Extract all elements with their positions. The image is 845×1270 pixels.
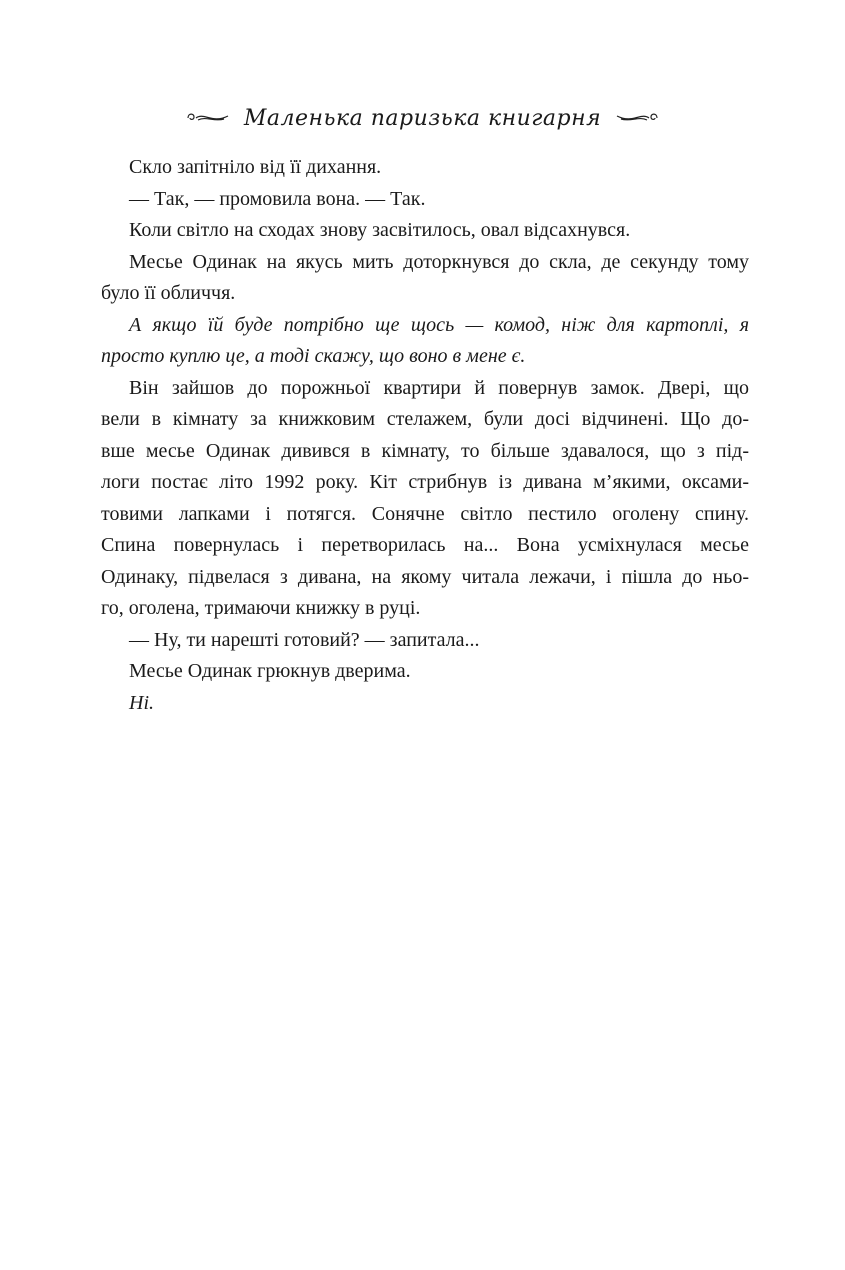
text-line: було її обличчя.	[101, 282, 236, 304]
text-line: Месье Одинак на якусь мить доторкнувся до скла, де секунду тому	[129, 250, 749, 273]
text-line: Ні.	[129, 691, 154, 714]
text-line: вше месье Одинак дивився в кімнату, то більше здавалося, що з під-	[101, 439, 749, 462]
text-line: Скло запітніло від її дихання.	[129, 156, 382, 178]
text-line: го, оголена, тримаючи книжку в руці.	[101, 597, 421, 619]
book-title: Маленька паризька книгарня	[243, 105, 602, 131]
text-line: Коли світло на сходах знову засвітилось, овал відсахнувся.	[129, 219, 631, 241]
text-line: Одинаку, підвелася з дивана, на якому читала лежачи, і пішла до ньо-	[101, 565, 749, 588]
text-line: логи постає літо 1992 року. Кіт стрибнув із дивана м’якими, оксами-	[101, 471, 749, 493]
text-line: А якщо їй буде потрібно ще щось — комод, ніж для картоплі, я	[129, 313, 749, 336]
text-line: просто куплю це, а тоді скажу, що воно в мене є.	[101, 345, 526, 367]
text-line: — Так, — промовила вона. — Так.	[129, 187, 426, 210]
running-header	[0, 100, 845, 136]
text-line: Спина повернулась і перетворилась на... Вона усміхнулася месье	[101, 534, 749, 556]
text-line: Месье Одинак грюкнув дверима.	[129, 660, 411, 682]
text-line: товими лапками і потягся. Сонячне світло пестило оголену спину.	[101, 502, 749, 525]
right-ornament-icon	[615, 110, 661, 126]
text-line: — Ну, ти нарешті готовий? — запитала...	[129, 628, 480, 651]
text-line: Він зайшов до порожньої квартири й повернув замок. Двері, що	[129, 376, 749, 399]
text-line: вели в кімнату за книжковим стелажем, були досі відчинені. Що до-	[101, 408, 749, 430]
left-ornament-icon	[184, 110, 230, 126]
body-text	[101, 152, 749, 719]
